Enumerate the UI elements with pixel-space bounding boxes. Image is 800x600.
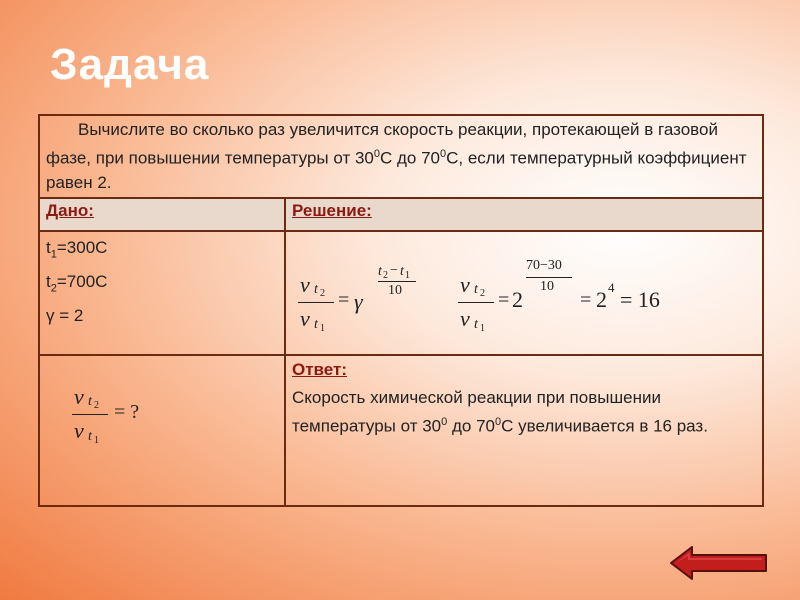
- given-t2: $t_2=700C$: [46, 272, 108, 295]
- given-gamma: γ = 2: [46, 306, 84, 326]
- header-row: [39, 198, 763, 231]
- question-cell: [39, 355, 285, 506]
- question-formula: v t 2 v t 1 = ?: [74, 383, 140, 446]
- solution-cell: [285, 231, 763, 355]
- answer-text: Скорость химической реакции при повышении температуры от $30^0$ до $70^0С$ увеличивается в 16 раз.: [292, 387, 708, 436]
- calculation-formula: v t 2 v t 1 = 2 70−30 10 = 2 4 = 16: [460, 257, 660, 334]
- slide-title: Задача: [50, 40, 210, 89]
- solution-header: Решение:: [285, 198, 763, 231]
- answer-row: [39, 355, 763, 506]
- problem-row: [39, 115, 763, 198]
- given-list: [39, 231, 285, 355]
- answer-cell: [285, 355, 763, 506]
- answer-label: Ответ:: [292, 359, 347, 379]
- vant-hoff-formula: v t 2 v t 1 = γ t 2 − t 1 10: [296, 262, 446, 342]
- left-arrow-icon: [670, 546, 768, 580]
- given-t1: $t_1=300C$: [46, 237, 108, 261]
- content-row: [39, 231, 763, 355]
- task-table: [38, 114, 764, 507]
- back-button[interactable]: [670, 546, 768, 585]
- given-header: Дано:: [39, 198, 285, 231]
- problem-statement: Вычислите во сколько раз увеличится скорость реакции, протекающей в газовой фазе, при повышении температуры от $30^0С$ до $70^0С$, если температурный коэффициент равен 2.: [39, 115, 763, 198]
